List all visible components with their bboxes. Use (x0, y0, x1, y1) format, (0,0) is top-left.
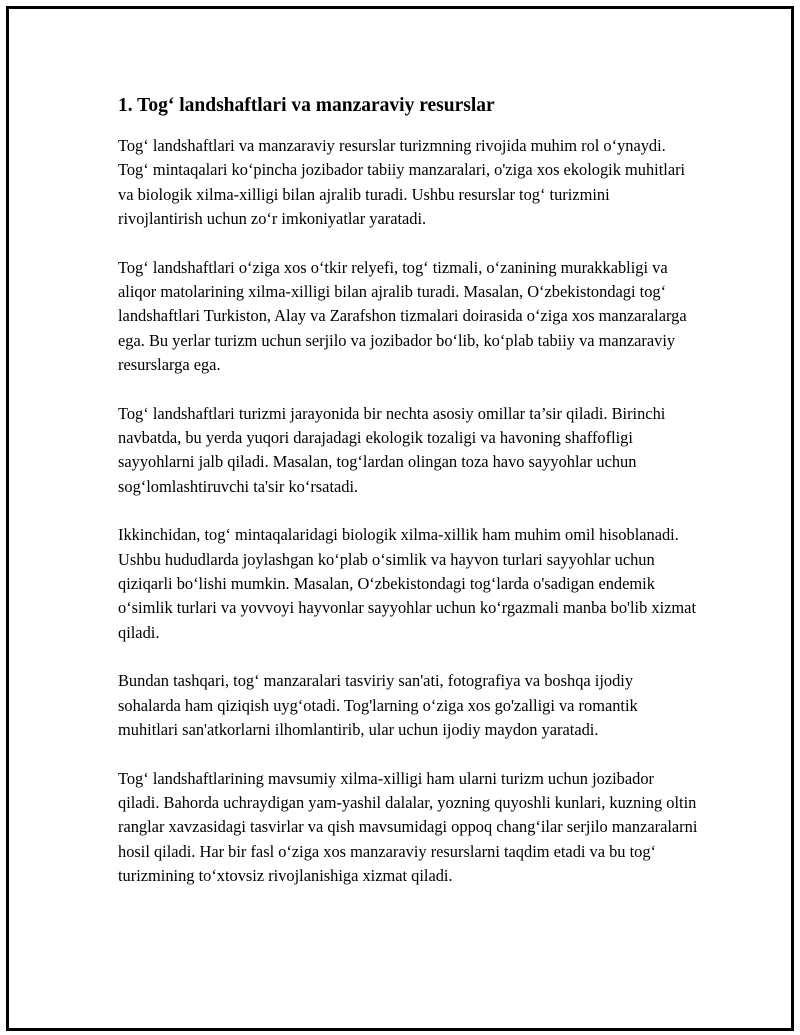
paragraph-1: Tog‘ landshaftlari va manzaraviy resurslar turizmning rivojida muhim rol o‘ynaydi. Tog‘ mintaqalari ko‘pincha jozibador tabiiy manzaralari, o'ziga xos ekologik muhitlari va biologik xilma-xilligi bilan ajralib turadi. Ushbu resurslar tog‘ turizmini rivojlantirish uchun zo‘r imkoniyatlar yaratadi. (118, 136, 686, 228)
paragraph-6: Tog‘ landshaftlarining mavsumiy xilma-xilligi ham ularni turizm uchun jozibador qiladi. Bahorda uchraydigan yam-yashil dalalar, yozning quyoshli kunlari, kuzning oltin ranglar xavzasidagi tasvirlar va qish mavsumidagi oppoq chang‘ilar serjilo manzaralarni hosil qiladi. Har bir fasl o‘ziga xos manzaraviy resurslarni taqdim etadi va bu tog‘ turizmining to‘xtovsiz rivojlanishiga xizmat qiladi. (118, 768, 698, 885)
paragraph-4: Ikkinchidan, tog‘ mintaqalaridagi biologik xilma-xillik ham muhim omil hisoblanadi. Ushbu hududlarda joylashgan ko‘plab o‘simlik va hayvon turlari sayyohlar uchun qiziqarli bo‘lishi mumkin. Masalan, O‘zbekistondagi tog‘larda o'sadigan endemik o‘simlik turlari va yovvoyi hayvonlar sayyohlar uchun ko‘rgazmali manba bo'lib xizmat qiladi. (118, 525, 697, 642)
document-body (118, 92, 698, 913)
section-title: 1. Tog‘ landshaftlari va manzaraviy resurslar (118, 95, 495, 116)
paragraph-5: Bundan tashqari, tog‘ manzaralari tasviriy san'ati, fotografiya va boshqa ijodiy sohalarda ham qiziqish uyg‘otadi. Tog'larning o‘ziga xos go'zalligi va romantik muhitlari san'atkorlarni ilhomlantirib, ular uchun ijodiy maydon yaratadi. (118, 671, 638, 739)
paragraph-3: Tog‘ landshaftlari turizmi jarayonida bir nechta asosiy omillar ta’sir qiladi. Birinchi navbatda, bu yerda yuqori darajadagi ekologik tozaligi va havoning shaffofligi sayyohlarni jalb qiladi. Masalan, tog‘lardan olingan toza havo sayyohlar uchun sog‘lomlashtiruvchi ta'sir ko‘rsatadi. (118, 403, 666, 496)
paragraph-2: Tog‘ landshaftlari o‘ziga xos o‘tkir relyefi, tog‘ tizmali, o‘zanining murakkabligi va aliqor matolarining xilma-xilligi bilan ajralib turadi. Masalan, O‘zbekistondagi tog‘ landshaftlari Turkiston, Alay va Zarafshon tizmalari doirasida o‘ziga xos manzaralarga ega. Bu yerlar turizm uchun serjilo va jozibador bo‘lib, ko‘plab tabiiy va manzaraviy resurslarga ega. (118, 257, 687, 374)
